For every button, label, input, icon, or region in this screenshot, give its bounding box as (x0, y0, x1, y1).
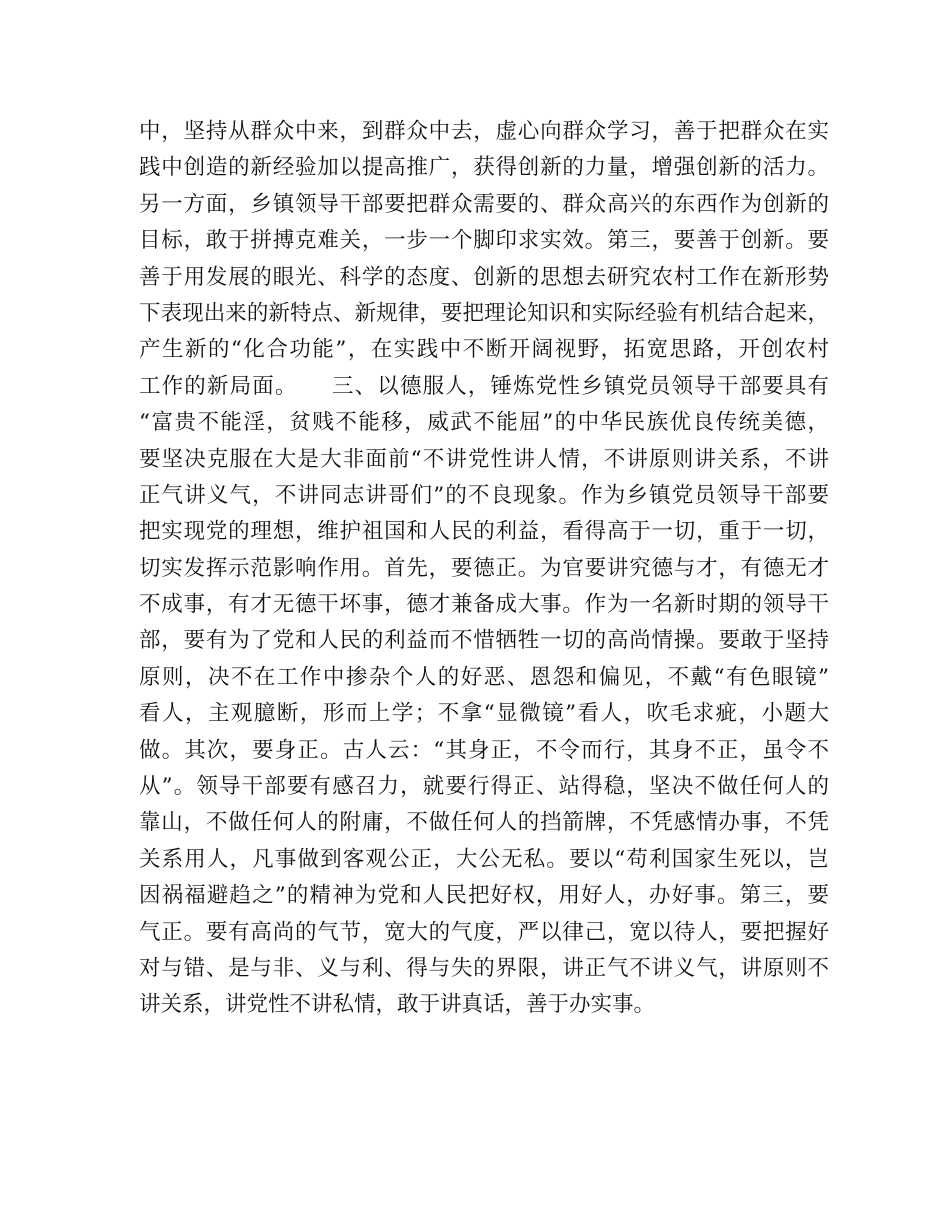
text-line: 因祸福避趋之”的精神为党和人民把好权，用好人，办好事。第三，要 (139, 883, 829, 909)
text-line: 靠山，不做任何人的附庸，不做任何人的挡箭牌，不凭感情办事，不凭 (139, 810, 829, 836)
text-line: 部，要有为了党和人民的利益而不惜牺牲一切的高尚情操。要敢于坚持 (139, 628, 829, 654)
text-line: 关系用人，凡事做到客观公正，大公无私。要以“苟利国家生死以，岂 (139, 846, 829, 872)
text-line: 不成事，有才无德干坏事，德才兼备成大事。作为一名新时期的领导干 (139, 592, 829, 618)
body-text (139, 114, 829, 1024)
text-line: 产生新的“化合功能”，在实践中不断开阔视野，拓宽思路，开创农村 (139, 337, 829, 363)
text-line: “富贵不能淫，贫贱不能移，威武不能屈”的中华民族优良传统美德， (139, 410, 829, 436)
text-line: 要坚决克服在大是大非面前“不讲党性讲人情，不讲原则讲关系，不讲 (139, 446, 829, 472)
text-line: 工作的新局面。 三、以德服人，锤炼党性乡镇党员领导干部要具有 (139, 373, 829, 399)
text-line: 气正。要有高尚的气节，宽大的气度，严以律己，宽以待人，要把握好 (139, 919, 829, 945)
text-line: 讲关系，讲党性不讲私情，敢于讲真话，善于办实事。 (139, 992, 656, 1018)
text-line: 目标，敢于拼搏克难关，一步一个脚印求实效。第三，要善于创新。要 (139, 228, 829, 254)
text-line: 对与错、是与非、义与利、得与失的界限，讲正气不讲义气，讲原则不 (139, 955, 829, 981)
text-line: 践中创造的新经验加以提高推广，获得创新的力量，增强创新的活力。 (139, 155, 829, 181)
text-line: 原则，决不在工作中掺杂个人的好恶、恩怨和偏见，不戴“有色眼镜” (139, 664, 829, 690)
text-line: 做。其次，要身正。古人云：“其身正，不令而行，其身不正，虽令不 (139, 737, 829, 763)
text-line: 看人，主观臆断，形而上学；不拿“显微镜”看人，吹毛求疵，小题大 (139, 701, 829, 727)
text-line: 中，坚持从群众中来，到群众中去，虚心向群众学习，善于把群众在实 (139, 119, 829, 144)
text-line: 正气讲义气，不讲同志讲哥们”的不良现象。作为乡镇党员领导干部要 (139, 482, 829, 508)
text-line: 切实发挥示范影响作用。首先，要德正。为官要讲究德与才，有德无才 (139, 555, 829, 581)
text-line: 把实现党的理想，维护祖国和人民的利益，看得高于一切，重于一切， (139, 519, 829, 545)
text-line: 从”。领导干部要有感召力，就要行得正、站得稳，坚决不做任何人的 (139, 774, 829, 800)
text-line: 下表现出来的新特点、新规律，要把理论知识和实际经验有机结合起来， (139, 300, 829, 326)
text-line: 另一方面，乡镇领导干部要把群众需要的、群众高兴的东西作为创新的 (139, 191, 829, 217)
text-line: 善于用发展的眼光、科学的态度、创新的思想去研究农村工作在新形势 (139, 264, 829, 290)
